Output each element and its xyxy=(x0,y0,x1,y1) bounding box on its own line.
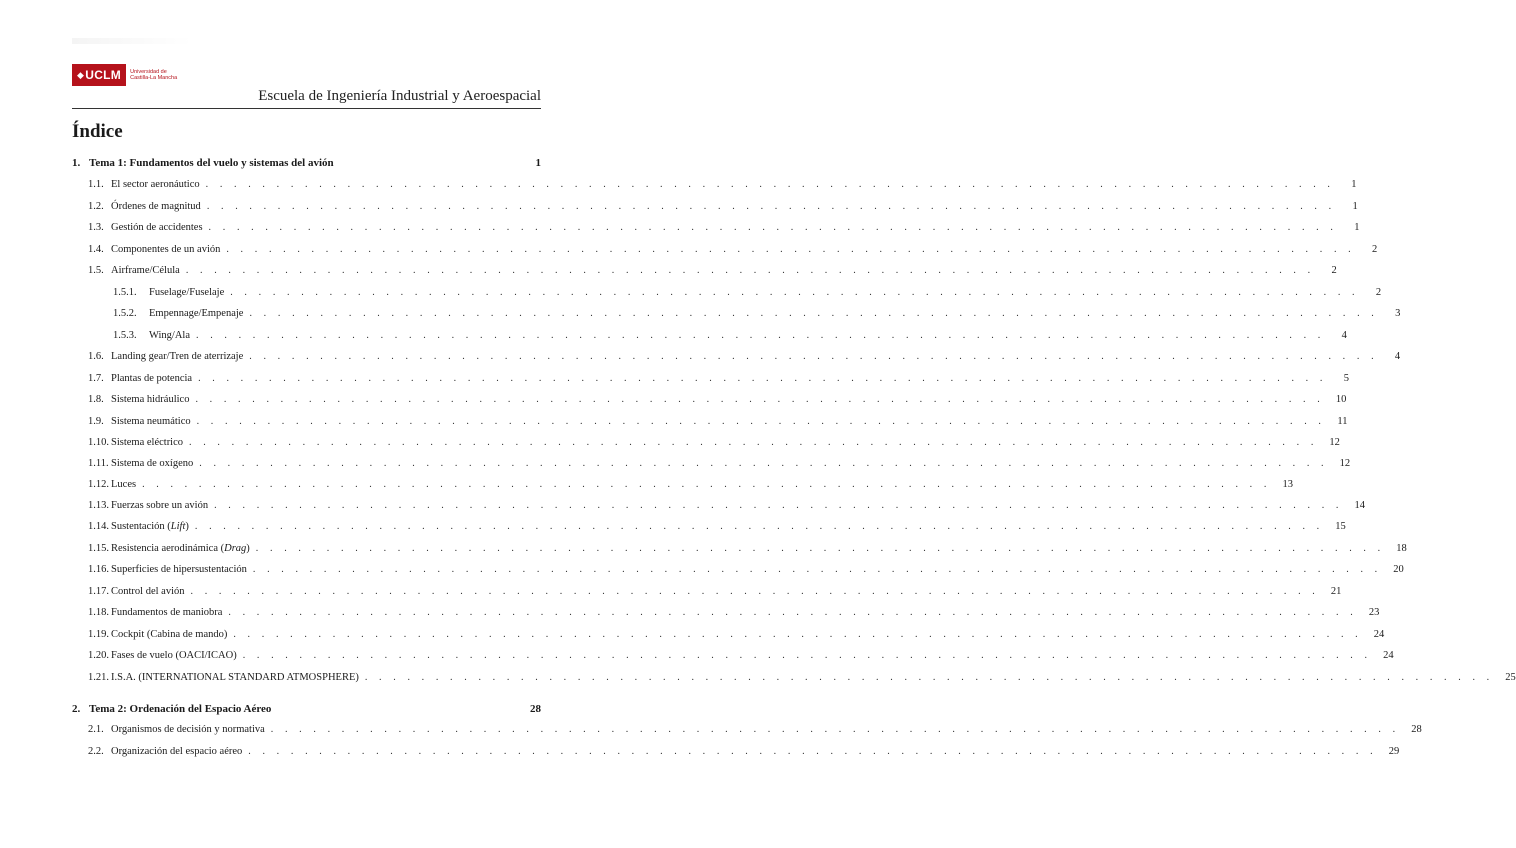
toc-section-entry[interactable] xyxy=(72,543,1407,557)
toc-entry-number: 1.12. xyxy=(88,479,109,490)
toc-leader-dots: . . . . . . . . . . . . . . . . . . . . . . . . . . . . . . . . . . . . . . . . . . . . . . . . . . . . . . . . . . . . . . . . . . . . . . . . . . . . . . . . xyxy=(142,479,1271,490)
toc-leader-dots: . . . . . . . . . . . . . . . . . . . . . . . . . . . . . . . . . . . . . . . . . . . . . . . . . . . . . . . . . . . . . . . . . . . . . . . . . . . . . . . . xyxy=(208,222,1338,233)
toc-page-number: 2 xyxy=(1331,265,1337,276)
toc-entry-number: 1.7. xyxy=(88,373,104,384)
toc-entry-number: 1.16. xyxy=(88,564,109,575)
toc-section-entry[interactable] xyxy=(72,746,1400,760)
toc-page-number: 24 xyxy=(1383,650,1394,661)
toc-leader-dots: . . . . . . . . . . . . . . . . . . . . . . . . . . . . . . . . . . . . . . . . . . . . . . . . . . . . . . . . . . . . . . . . . . . . . . . . . . . . . . . . xyxy=(196,416,1326,427)
toc-entry-number: 1.19. xyxy=(88,629,109,640)
logo-university-name xyxy=(130,69,177,81)
toc-entry-number: 1.18. xyxy=(88,607,109,618)
toc-leader-dots: . . . . . . . . . . . . . . . . . . . . . . . . . . . . . . . . . . . . . . . . . . . . . . . . . . . . . . . . . . . . . . . . . . . . . . . . . . . . . . . . xyxy=(189,437,1318,448)
toc-leader-dots: . . . . . . . . . . . . . . . . . . . . . . . . . . . . . . . . . . . . . . . . . . . . . . . . . . . . . . . . . . . . . . . . . . . . . . . . . . . . . . . . xyxy=(230,287,1360,298)
toc-page-number: 20 xyxy=(1393,564,1404,575)
toc-page-number: 1 xyxy=(1354,222,1360,233)
toc-entry-title: Fundamentos de maniobra xyxy=(111,607,223,618)
toc-leader-dots: . . . . . . . . . . . . . . . . . . . . . . . . . . . . . . . . . . . . . . . . . . . . . . . . . . . . . . . . . . . . . . . . . . . . . . . . . . . . . . . . xyxy=(233,629,1363,640)
toc-page-number: 4 xyxy=(1394,351,1401,362)
toc-section-entry[interactable] xyxy=(72,222,1360,236)
toc-entry-title: Empennage/Empenaje xyxy=(149,308,244,319)
toc-entry-number: 2.2. xyxy=(88,746,104,757)
toc-entry-title: Fases de vuelo (OACI/ICAO) xyxy=(111,650,237,661)
toc-page-number: 15 xyxy=(1335,521,1346,532)
toc-entry-title: El sector aeronáutico xyxy=(111,179,200,190)
toc-entry-title: Fuerzas sobre un avión xyxy=(111,500,209,511)
toc-entry-number: 1.2. xyxy=(88,201,104,212)
toc-entry-title: Tema 2: Ordenación del Espacio Aéreo xyxy=(89,703,272,715)
toc-page-number: 2 xyxy=(1372,244,1378,255)
toc-leader-dots: . . . . . . . . . . . . . . . . . . . . . . . . . . . . . . . . . . . . . . . . . . . . . . . . . . . . . . . . . . . . . . . . . . . . . . . . . . . . . . . . xyxy=(226,244,1356,255)
toc-entry-number: 1.5.2. xyxy=(113,308,137,319)
toc-leader-dots: . . . . . . . . . . . . . . . . . . . . . . . . . . . . . . . . . . . . . . . . . . . . . . . . . . . . . . . . . . . . . . . . . . . . . . . . . . . . . . . . xyxy=(248,746,1378,757)
toc-entry-title: Airframe/Célula xyxy=(111,265,180,276)
toc-leader-dots: . . . . . . . . . . . . . . . . . . . . . . . . . . . . . . . . . . . . . . . . . . . . . . . . . . . . . . . . . . . . . . . . . . . . . . . . . . . . . . . . xyxy=(242,650,1372,661)
toc-entry-title: Plantas de potencia xyxy=(111,373,193,384)
toc-page-number: 2 xyxy=(1375,287,1382,298)
toc-page-number: 3 xyxy=(1395,308,1401,319)
toc-page-number: 1 xyxy=(1351,179,1357,190)
toc-page-number: 1 xyxy=(1352,201,1358,212)
toc-subsection-entry[interactable] xyxy=(72,308,1401,322)
toc-section-entry[interactable] xyxy=(72,179,1357,193)
toc-section-entry[interactable] xyxy=(72,650,1394,664)
toc-section-entry[interactable] xyxy=(72,607,1380,621)
toc-entry-title: Wing/Ala xyxy=(149,330,190,341)
toc-leader-dots: . . . . . . . . . . . . . . . . . . . . . . . . . . . . . . . . . . . . . . . . . . . . . . . . . . . . . . . . . . . . . . . . . . . . . . . . . . . . . . . . xyxy=(270,724,1400,735)
toc-entry-number: 1.8. xyxy=(88,394,104,405)
toc-entry-number: 1.9. xyxy=(88,416,104,427)
toc-leader-dots: . . . . . . . . . . . . . . . . . . . . . . . . . . . . . . . . . . . . . . . . . . . . . . . . . . . . . . . . . . . . . . . . . . . . . . . . . . . . . . . . xyxy=(185,265,1315,276)
toc-section-entry[interactable] xyxy=(72,629,1385,643)
toc-italic-term: Lift xyxy=(170,521,186,532)
toc-leader-dots: . . . . . . . . . . . . . . . . . . . . . . . . . . . . . . . . . . . . . . . . . . . . . . . . . . . . . . . . . . . . . . . . . . . . . . . . . . . . . . . . xyxy=(198,373,1327,384)
toc-section-entry[interactable] xyxy=(72,458,1351,472)
toc-entry-title: Fuselage/Fuselaje xyxy=(149,287,225,298)
toc-page-number: 29 xyxy=(1388,746,1400,757)
toc-leader-dots: . . . . . . . . . . . . . . . . . . . . . . . . . . . . . . . . . . . . . . . . . . . . . . . . . . . . . . . . . . . . . . . . . . . . . . . . . . . . . . . . xyxy=(255,543,1385,554)
toc-subsection-entry[interactable] xyxy=(72,330,1347,344)
toc-page-number: 13 xyxy=(1282,479,1293,490)
toc-entry-number: 1.3. xyxy=(88,222,104,233)
toc-section-entry[interactable] xyxy=(72,564,1404,578)
toc-entry-title: Sustentación (Lift) xyxy=(111,521,189,532)
toc-page-number: 18 xyxy=(1396,543,1407,554)
toc-entry-number: 1.11. xyxy=(88,458,109,469)
toc-section-entry[interactable] xyxy=(72,351,1401,365)
toc-entry-number: 2.1. xyxy=(88,724,104,735)
toc-entry-title: Landing gear/Tren de aterrizaje xyxy=(111,351,244,362)
toc-entry-title: Control del avión xyxy=(111,586,185,597)
toc-entry-title: Sistema hidráulico xyxy=(111,394,190,405)
toc-leader-dots: . . . . . . . . . . . . . . . . . . . . . . . . . . . . . . . . . . . . . . . . . . . . . . . . . . . . . . . . . . . . . . . . . . . . . . . . . . . . . . . . xyxy=(206,201,1336,212)
toc-entry-number: 1.10. xyxy=(88,437,109,448)
toc-leader-dots: . . . . . . . . . . . . . . . . . . . . . . . . . . . . . . . . . . . . . . . . . . . . . . . . . . . . . . . . . . . . . . . . . . . . . . . . . . . . . . . . xyxy=(249,308,1379,319)
logo-wordmark: UCLM xyxy=(85,68,122,82)
header-rule xyxy=(72,108,541,109)
toc-page-number: 1 xyxy=(535,157,541,169)
logo-badge xyxy=(72,64,126,86)
toc-page-number: 24 xyxy=(1373,629,1385,640)
toc-section-entry[interactable] xyxy=(72,724,1422,738)
toc-entry-number: 1.17. xyxy=(88,586,109,597)
toc-entry-title: Organismos de decisión y normativa xyxy=(111,724,265,735)
logo-mark-icon: ◆ xyxy=(77,69,85,80)
toc-entry-title: Tema 1: Fundamentos del vuelo y sistemas del avión xyxy=(89,157,334,169)
toc-page-number: 28 xyxy=(1411,724,1422,735)
toc-entry-number: 2. xyxy=(72,703,81,715)
logo-line-2: Castilla-La Mancha xyxy=(130,75,178,81)
toc-entry-number: 1.13. xyxy=(88,500,109,511)
logo-line-1: Universidad de xyxy=(130,69,167,75)
uclm-logo xyxy=(72,64,177,86)
toc-entry-title: Órdenes de magnitud xyxy=(111,201,201,212)
toc-leader-dots: . . . . . . . . . . . . . . . . . . . . . . . . . . . . . . . . . . . . . . . . . . . . . . . . . . . . . . . . . . . . . . . . . . . . . . . . . . . . . . . . xyxy=(252,564,1382,575)
toc-section-entry[interactable] xyxy=(72,416,1348,430)
toc-section-entry[interactable] xyxy=(72,265,1337,279)
page-title: Índice xyxy=(72,121,123,142)
toc-section-entry[interactable] xyxy=(72,479,1293,493)
toc-chapter-entry[interactable] xyxy=(72,703,541,717)
toc-leader-dots: . . . . . . . . . . . . . . . . . . . . . . . . . . . . . . . . . . . . . . . . . . . . . . . . . . . . . . . . . . . . . . . . . . . . . . . . . . . . . . . . xyxy=(190,586,1320,597)
toc-entry-number: 1.21. xyxy=(88,672,109,683)
toc-leader-dots: . . . . . . . . . . . . . . . . . . . . . . . . . . . . . . . . . . . . . . . . . . . . . . . . . . . . . . . . . . . . . . . . . . . . . . . . . . . . . . . . xyxy=(364,672,1494,683)
toc-page-number: 28 xyxy=(530,703,541,715)
toc-page-number: 12 xyxy=(1339,458,1351,469)
toc-entry-title: Resistencia aerodinámica (Drag) xyxy=(111,543,250,554)
toc-chapter-entry[interactable] xyxy=(72,157,541,171)
toc-entry-title: Gestión de accidentes xyxy=(111,222,203,233)
toc-entry-number: 1.5. xyxy=(88,265,104,276)
toc-leader-dots: . . . . . . . . . . . . . . . . . . . . . . . . . . . . . . . . . . . . . . . . . . . . . . . . . . . . . . . . . . . . . . . . . . . . . . . . . . . . . . . . xyxy=(214,500,1344,511)
toc-leader-dots: . . . . . . . . . . . . . . . . . . . . . . . . . . . . . . . . . . . . . . . . . . . . . . . . . . . . . . . . . . . . . . . . . . . . . . . . . . . . . . . . xyxy=(205,179,1335,190)
school-name: Escuela de Ingeniería Industrial y Aeroespacial xyxy=(258,88,541,104)
toc-italic-term: Drag xyxy=(224,543,247,554)
toc-page-number: 4 xyxy=(1341,330,1347,341)
toc-section-entry[interactable] xyxy=(72,394,1347,408)
toc-page-number: 5 xyxy=(1343,373,1349,384)
toc-entry-number: 1.20. xyxy=(88,650,109,661)
toc-entry-title: Organización del espacio aéreo xyxy=(111,746,243,757)
toc-entry-number: 1.4. xyxy=(88,244,104,255)
toc-leader-dots: . . . . . . . . . . . . . . . . . . . . . . . . . . . . . . . . . . . . . . . . . . . . . . . . . . . . . . . . . . . . . . . . . . . . . . . . . . . . . . . . xyxy=(249,351,1379,362)
toc-section-entry[interactable] xyxy=(72,244,1378,258)
toc-section-entry[interactable] xyxy=(72,672,1516,686)
toc-leader-dots: . . . . . . . . . . . . . . . . . . . . . . . . . . . . . . . . . . . . . . . . . . . . . . . . . . . . . . . . . . . . . . . . . . . . . . . . . . . . . . . . xyxy=(196,330,1325,341)
toc-section-entry[interactable] xyxy=(72,201,1358,215)
toc-entry-number: 1.5.3. xyxy=(113,330,137,341)
toc-entry-number: 1.15. xyxy=(88,543,109,554)
toc-page-number: 14 xyxy=(1354,500,1366,511)
toc-entry-title: Sistema neumático xyxy=(111,416,191,427)
toc-section-entry[interactable] xyxy=(72,500,1366,514)
toc-page-number: 10 xyxy=(1335,394,1347,405)
toc-entry-number: 1.14. xyxy=(88,521,109,532)
toc-section-entry[interactable] xyxy=(72,373,1349,387)
toc-leader-dots: . . . . . . . . . . . . . . . . . . . . . . . . . . . . . . . . . . . . . . . . . . . . . . . . . . . . . . . . . . . . . . . . . . . . . . . . . . . . . . . . xyxy=(228,607,1358,618)
toc-page-number: 25 xyxy=(1505,672,1516,683)
toc-entry-title: Sistema de oxígeno xyxy=(111,458,194,469)
header-fade xyxy=(72,38,192,44)
toc-section-entry[interactable] xyxy=(72,586,1342,600)
toc-entry-number: 1.5.1. xyxy=(113,287,137,298)
toc-leader-dots: . . . . . . . . . . . . . . . . . . . . . . . . . . . . . . . . . . . . . . . . . . . . . . . . . . . . . . . . . . . . . . . . . . . . . . . . . . . . . . . . xyxy=(195,394,1325,405)
toc-section-entry[interactable] xyxy=(72,437,1340,451)
toc-section-entry[interactable] xyxy=(72,521,1346,535)
toc-page-number: 23 xyxy=(1368,607,1380,618)
toc-leader-dots: . . . . . . . . . . . . . . . . . . . . . . . . . . . . . . . . . . . . . . . . . . . . . . . . . . . . . . . . . . . . . . . . . . . . . . . . . . . . . . . . xyxy=(194,521,1324,532)
toc-entry-title: Luces xyxy=(111,479,137,490)
toc-entry-number: 1.1. xyxy=(88,179,104,190)
toc-subsection-entry[interactable] xyxy=(72,287,1382,301)
toc-page-number: 11 xyxy=(1337,416,1348,427)
toc-entry-number: 1. xyxy=(72,157,81,169)
toc-page-number: 12 xyxy=(1329,437,1340,448)
toc-entry-title: Sistema eléctrico xyxy=(111,437,184,448)
toc-entry-number: 1.6. xyxy=(88,351,104,362)
toc-entry-title: Componentes de un avión xyxy=(111,244,221,255)
toc-entry-title: Cockpit (Cabina de mando) xyxy=(111,629,228,640)
toc-page-number: 21 xyxy=(1330,586,1342,597)
toc-leader-dots: . . . . . . . . . . . . . . . . . . . . . . . . . . . . . . . . . . . . . . . . . . . . . . . . . . . . . . . . . . . . . . . . . . . . . . . . . . . . . . . . xyxy=(199,458,1329,469)
toc-entry-title: Superficies de hipersustentación xyxy=(111,564,247,575)
toc-entry-title: I.S.A. (INTERNATIONAL STANDARD ATMOSPHERE) xyxy=(111,672,359,683)
